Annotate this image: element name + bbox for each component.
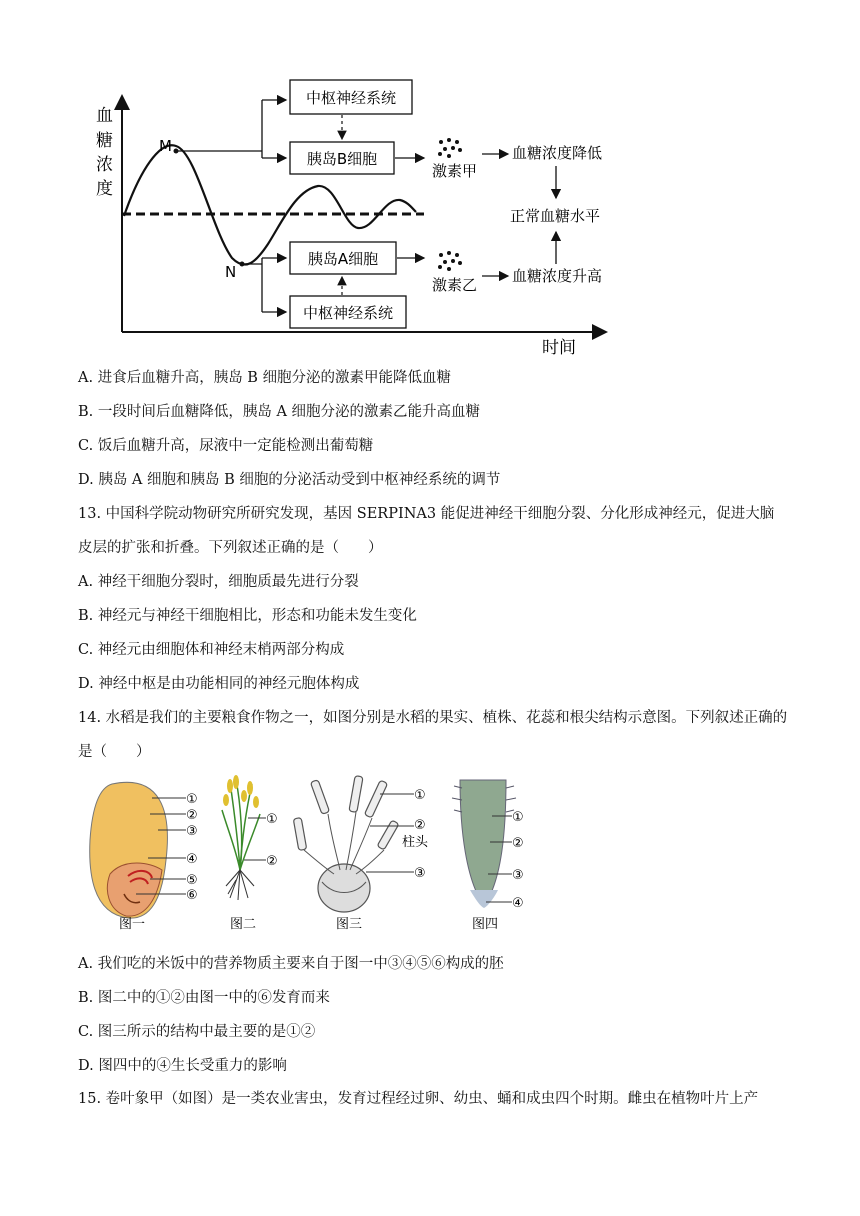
fig2-caption: 图二 — [230, 917, 257, 932]
fig1-mark-4: ④ — [186, 852, 198, 867]
q13-option-a: A. 神经干细胞分裂时，细胞质最先进行分裂 — [78, 574, 359, 590]
box-cns-bottom-label: 中枢神经系统 — [302, 304, 394, 322]
fig4-caption: 图四 — [472, 917, 499, 932]
box-beta-cell-label: 胰岛B细胞 — [306, 150, 378, 168]
fig3-stigma-label: 柱头 — [402, 835, 429, 850]
y-axis-label-3: 浓 — [96, 155, 113, 175]
fig4-root-tip — [452, 780, 516, 908]
q14-stem: 14. 水稻是我们的主要粮食作物之一，如图分别是水稻的果实、植株、花蕊和根尖结构示意图。下列叙述正确的是（ ） — [78, 710, 788, 760]
fig4-mark-3: ③ — [512, 868, 524, 883]
q14-option-c: C. 图三所示的结构中最主要的是①② — [78, 1024, 316, 1040]
hormone-b-label: 激素乙 — [432, 276, 478, 294]
q13-option-c: C. 神经元由细胞体和神经末梢两部分构成 — [78, 642, 345, 658]
y-axis-label-2: 糖 — [96, 131, 113, 151]
q13-option-d: D. 神经中枢是由功能相同的神经元胞体构成 — [78, 676, 360, 692]
q12-option-c: C. 饭后血糖升高，尿液中一定能检测出葡萄糖 — [78, 438, 374, 454]
fig3-flower — [293, 776, 399, 912]
q14-option-d: D. 图四中的④生长受重力的影响 — [78, 1058, 287, 1074]
blood-glucose-diagram — [0, 0, 860, 360]
hormone-a-dots — [438, 138, 462, 158]
y-axis-label-4: 度 — [96, 179, 113, 199]
y-axis-label-1: 血 — [96, 106, 113, 126]
q12-option-b: B. 一段时间后血糖降低，胰岛 A 细胞分泌的激素乙能升高血糖 — [78, 404, 481, 420]
q12-option-d: D. 胰岛 A 细胞和胰岛 B 细胞的分泌活动受到中枢神经系统的调节 — [78, 472, 501, 488]
glucose-up-label: 血糖浓度升高 — [512, 267, 603, 285]
fig4-mark-2: ② — [512, 836, 524, 851]
x-axis-label: 时间 — [542, 338, 576, 358]
q12-option-a: A. 进食后血糖升高，胰岛 B 细胞分泌的激素甲能降低血糖 — [78, 370, 452, 386]
box-cns-top-label: 中枢神经系统 — [305, 89, 397, 107]
fig3-mark-1: ① — [414, 788, 426, 803]
point-m-label: M — [159, 137, 172, 155]
fig4-mark-4: ④ — [512, 896, 524, 911]
fig3-caption: 图三 — [336, 917, 363, 932]
fig4-mark-1: ① — [512, 810, 524, 825]
fig3-mark-3: ③ — [414, 866, 426, 881]
fig1-mark-2: ② — [186, 808, 198, 823]
fig2-mark-1: ① — [266, 812, 278, 827]
q15-stem: 15. 卷叶象甲（如图）是一类农业害虫，发育过程经过卵、幼虫、蛹和成虫四个时期。雌虫在植物叶片上产 — [78, 1091, 759, 1107]
fig1-rice-grain — [90, 782, 168, 918]
fig2-roots — [226, 870, 254, 900]
q14-option-a: A. 我们吃的米饭中的营养物质主要来自于图一中③④⑤⑥构成的胚 — [78, 956, 504, 972]
rice-structure-figures — [0, 770, 860, 940]
glucose-normal-label: 正常血糖水平 — [510, 207, 601, 225]
fig1-mark-1: ① — [186, 792, 198, 807]
hormone-a-label: 激素甲 — [432, 162, 478, 180]
glucose-down-label: 血糖浓度降低 — [512, 144, 603, 162]
q14-option-b: B. 图二中的①②由图一中的⑥发育而来 — [78, 990, 330, 1006]
point-n-label: N — [225, 263, 237, 281]
q13-stem: 13. 中国科学院动物研究所研究发现，基因 SERPINA3 能促进神经干细胞分裂、分化形成神经元，促进大脑皮层的扩张和折叠。下列叙述正确的是（ ） — [78, 506, 775, 556]
q13-option-b: B. 神经元与神经干细胞相比，形态和功能未发生变化 — [78, 608, 417, 624]
fig2-mark-2: ② — [266, 854, 278, 869]
fig2-rice-plant — [222, 780, 260, 870]
fig3-mark-2: ② — [414, 818, 426, 833]
fig1-mark-5: ⑤ — [186, 873, 198, 888]
hormone-b-dots — [438, 251, 462, 271]
box-alpha-cell-label: 胰岛A细胞 — [307, 250, 379, 268]
fig1-caption: 图一 — [119, 917, 146, 932]
fig1-mark-3: ③ — [186, 824, 198, 839]
fig1-mark-6: ⑥ — [186, 888, 198, 903]
